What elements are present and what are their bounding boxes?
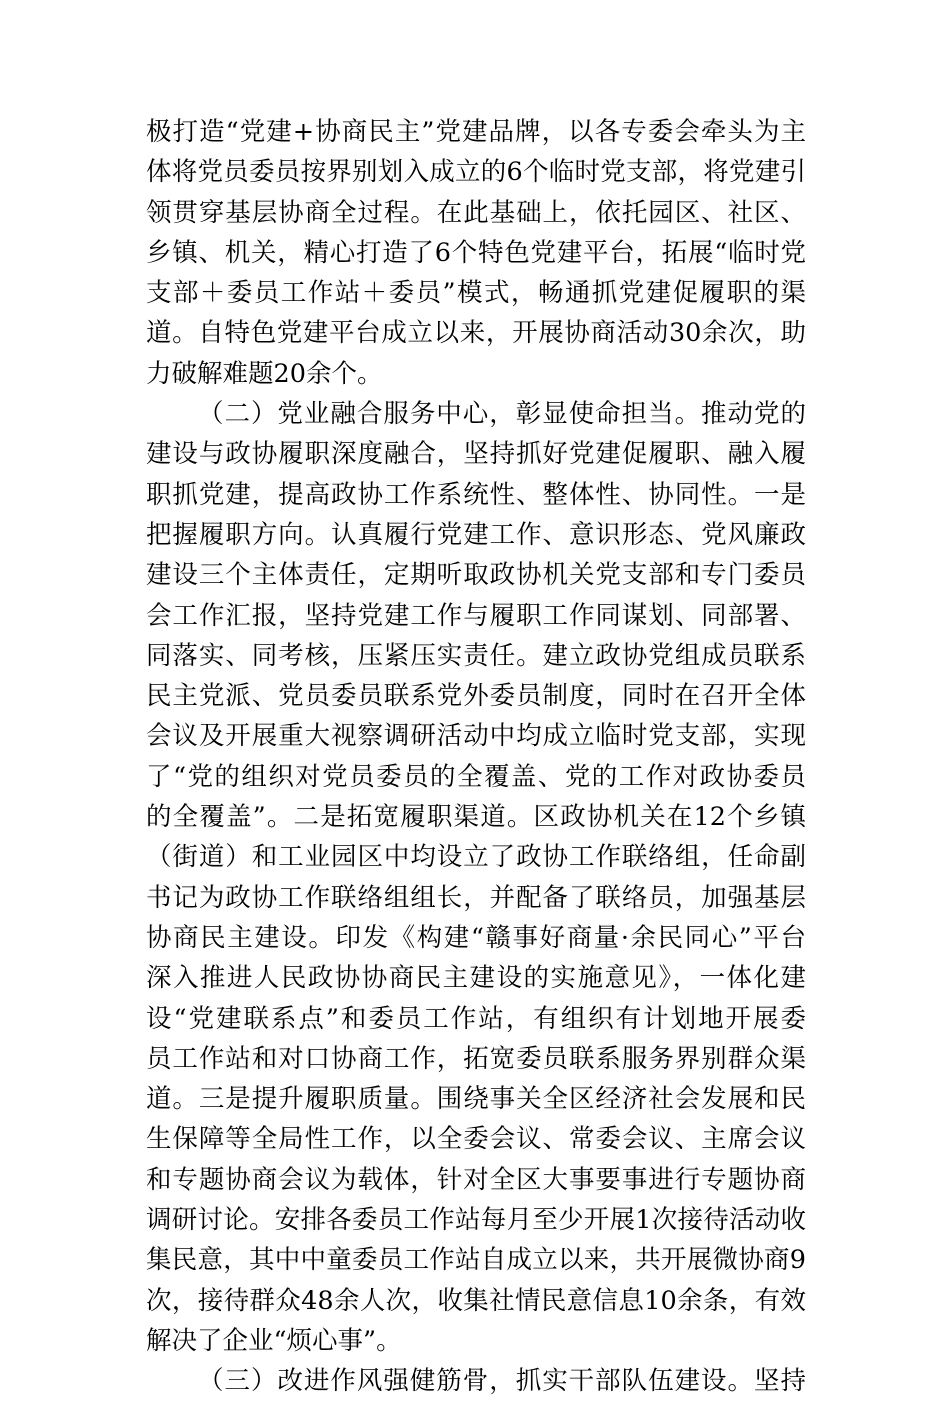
body-text-line: 会工作汇报，坚持党建工作与履职工作同谋划、同部署、 [146,600,806,631]
paragraph-heading-line: （三）改进作风强健筋骨，抓实干部队伍建设。坚持 [198,1366,806,1397]
body-text-line: 道。自特色党建平台成立以来，开展协商活动30余次，助 [146,318,806,349]
body-text-line: 把握履职方向。认真履行党建工作、意识形态、党风廉政 [146,519,806,550]
body-text-line: 深入推进人民政协协商民主建设的实施意见》，一体化建 [146,963,806,994]
body-text-line: 建设与政协履职深度融合，坚持抓好党建促履职、融入履 [146,439,806,470]
body-text-line: 设“党建联系点”和委员工作站，有组织有计划地开展委 [146,1003,806,1034]
body-text-line: 书记为政协工作联络组组长，并配备了联络员，加强基层 [146,882,806,913]
body-text-line: 的全覆盖”。二是拓宽履职渠道。区政协机关在12个乡镇 [146,802,806,833]
body-text-line: 集民意，其中中童委员工作站自成立以来，共开展微协商9 [146,1245,806,1276]
body-text-line: 领贯穿基层协商全过程。在此基础上，依托园区、社区、 [146,197,806,228]
body-text-line: 道。三是提升履职质量。围绕事关全区经济社会发展和民 [146,1084,806,1115]
body-text-line: 次，接待群众48余人次，收集社情民意信息10余条，有效 [146,1285,806,1316]
body-text-line: 生保障等全局性工作，以全委会议、常委会议、主席会议 [146,1124,806,1155]
body-text-line: 职抓党建，提高政协工作系统性、整体性、协同性。一是 [146,479,806,510]
paragraph-heading-line: （二）党业融合服务中心，彰显使命担当。推动党的 [198,399,806,430]
body-text-line: 会议及开展重大视察调研活动中均成立临时党支部，实现 [146,721,806,752]
body-text-line: 同落实、同考核，压紧压实责任。建立政协党组成员联系 [146,640,806,671]
body-text-line: 解决了企业“烦心事”。 [146,1325,402,1356]
body-text-line: （街道）和工业园区中均设立了政协工作联络组，任命副 [146,842,806,873]
document-body [146,112,806,1402]
body-text-line: 和专题协商会议为载体，针对全区大事要事进行专题协商 [146,1164,806,1195]
body-text-line: 民主党派、党员委员联系党外委员制度，同时在召开全体 [146,681,806,712]
body-text-line: 建设三个主体责任，定期听取政协机关党支部和专门委员 [146,560,806,591]
body-text-line: 乡镇、机关，精心打造了6个特色党建平台，拓展“临时党 [146,237,806,268]
body-text-line: 极打造“党建+协商民主”党建品牌，以各专委会牵头为主 [146,117,806,147]
body-text-line: 支部＋委员工作站＋委员”模式，畅通抓党建促履职的渠 [146,278,806,309]
body-text-line: 力破解难题20余个。 [146,358,383,389]
body-text-line: 体将党员委员按界别划入成立的6个临时党支部，将党建引 [146,157,806,188]
body-text-line: 协商民主建设。印发《构建“赣事好商量·余民同心”平台 [146,922,806,953]
body-text-line: 了“党的组织对党员委员的全覆盖、党的工作对政协委员 [146,761,806,792]
body-text-line: 员工作站和对口协商工作，拓宽委员联系服务界别群众渠 [146,1043,806,1074]
body-text-line: 调研讨论。安排各委员工作站每月至少开展1次接待活动收 [146,1205,806,1236]
